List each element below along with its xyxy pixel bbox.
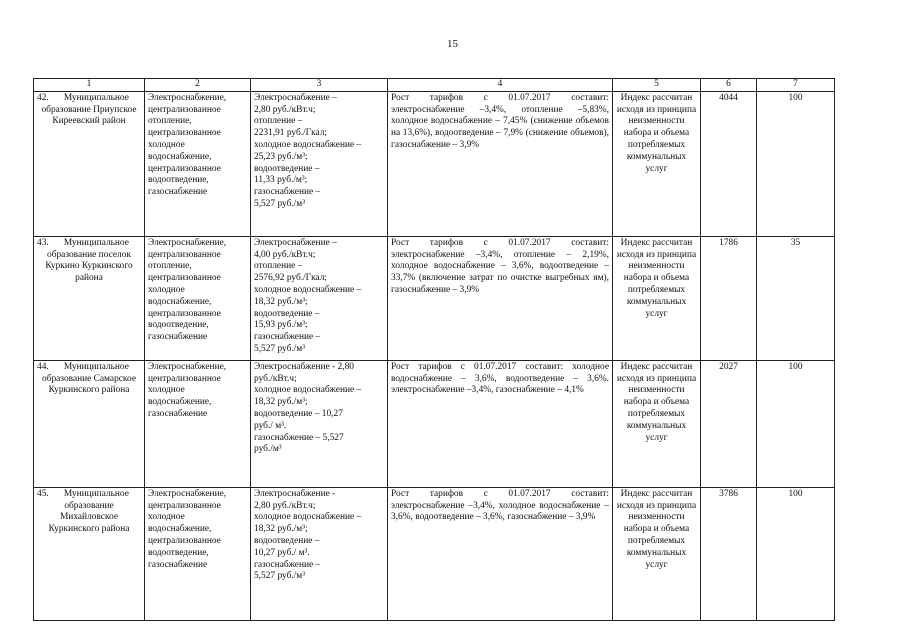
service-line: водоснабжение, — [148, 397, 212, 408]
service-line: отопление, — [148, 116, 192, 127]
tariff-line: холодное водоснабжение – — [254, 139, 362, 150]
tariff-table — [33, 78, 835, 621]
service-line: Электроснабжение, — [148, 237, 227, 248]
municipality-name: Муниципальное образование Приупское Киреевский район — [41, 92, 137, 127]
service-line: централизованное — [148, 308, 221, 319]
tariff-line: 4,00 руб./кВт.ч; — [254, 249, 316, 260]
municipality-cell — [34, 236, 145, 360]
column-7-value: 35 — [757, 236, 835, 360]
tariff-line: газоснабжение – 5,527 — [254, 432, 344, 443]
service-line: централизованное — [148, 273, 221, 284]
tariff-line: 2231,91 руб./Гкал; — [254, 128, 328, 139]
tariff-line: водоотведение – — [254, 308, 320, 319]
row-number: 44. — [37, 361, 49, 372]
tariff-line: Электроснабжение - 2,80 — [254, 361, 354, 372]
column-7-value: 100 — [757, 487, 835, 620]
tariff-line: 2576,92 руб./Гкал; — [254, 273, 328, 284]
tariff-line: холодное водоснабжение – — [254, 512, 362, 523]
service-line: централизованное — [148, 128, 221, 139]
tariff-line: отопление – — [254, 261, 303, 272]
tariff-line: руб./м³ — [254, 444, 282, 455]
service-line: холодное — [148, 284, 185, 295]
tariff-growth-cell: Рост тарифов с 01.07.2017 составит: электроснабжение –3,4%, холодное водоснабжение – 3,6%, водоотведение – 3,6%, газоснабжение – 3,9% — [388, 487, 613, 620]
service-line: холодное — [148, 385, 185, 396]
service-line: газоснабжение — [148, 559, 208, 570]
service-line: газоснабжение — [148, 187, 208, 198]
service-line: централизованное — [148, 373, 221, 384]
tariff-line: холодное водоснабжение – — [254, 385, 362, 396]
table-row — [34, 91, 835, 236]
column-7-value: 100 — [757, 91, 835, 236]
municipality-name: Муниципальное образование поселок Куркино Куркинского района — [45, 237, 133, 284]
column-header: 5 — [613, 79, 701, 92]
tariff-line: водоотведение – 10,27 — [254, 408, 343, 419]
service-line: централизованное — [148, 249, 221, 260]
row-number: 42. — [37, 92, 49, 103]
service-line: Электроснабжение, — [148, 361, 227, 372]
municipality-cell — [34, 91, 145, 236]
tariff-growth-cell: Рост тарифов с 01.07.2017 составит: холодное водоснабжение – 3,6%, водоотведение – 3,6%. электроснабжение –3,4%, газоснабжение – 4,1% — [388, 360, 613, 487]
tariff-line: 10,27 руб./ м³. — [254, 547, 310, 558]
tariff-line: 18,32 руб./м³; — [254, 397, 308, 408]
index-basis-cell: Индекс рассчитан исходя из принципа неизменности набора и объема потребляемых коммунальных услуг — [613, 487, 701, 620]
service-line: отопление, — [148, 261, 192, 272]
tariffs-cell — [251, 91, 388, 236]
column-header: 4 — [388, 79, 613, 92]
services-cell — [145, 91, 251, 236]
service-line: централизованное — [148, 104, 221, 115]
column-6-value: 2027 — [701, 360, 757, 487]
column-6-value: 4044 — [701, 91, 757, 236]
tariff-line: 18,32 руб./м³; — [254, 296, 308, 307]
tariff-line: газоснабжение – — [254, 559, 321, 570]
column-header: 6 — [701, 79, 757, 92]
tariff-line: газоснабжение – — [254, 187, 321, 198]
tariffs-cell — [251, 360, 388, 487]
municipality-name: Муниципальное образование Михайловское Куркинского района — [48, 488, 130, 535]
service-line: водоснабжение, — [148, 151, 212, 162]
tariff-line: руб./кВт.ч; — [254, 373, 297, 384]
row-number: 45. — [37, 488, 49, 499]
service-line: Электроснабжение, — [148, 92, 227, 103]
municipality-cell — [34, 360, 145, 487]
service-line: водоотведение, — [148, 320, 209, 331]
services-cell — [145, 487, 251, 620]
service-line: Электроснабжение, — [148, 488, 227, 499]
tariff-line: Электроснабжение - — [254, 488, 336, 499]
service-line: холодное — [148, 139, 185, 150]
service-line: газоснабжение — [148, 408, 208, 419]
services-cell — [145, 360, 251, 487]
tariff-line: 18,32 руб./м³; — [254, 524, 308, 535]
tariff-line: 11,33 руб./м³; — [254, 175, 308, 186]
tariff-line: 5,527 руб./м³ — [254, 343, 306, 354]
table-header-row — [34, 79, 835, 92]
column-6-value: 3786 — [701, 487, 757, 620]
tariffs-cell — [251, 487, 388, 620]
service-line: холодное — [148, 512, 185, 523]
row-number: 43. — [37, 237, 49, 248]
table-row — [34, 487, 835, 620]
tariff-line: газоснабжение – — [254, 332, 321, 343]
tariff-growth-cell: Рост тарифов с 01.07.2017 составит: электроснабжение –3,4%, отопление –5,83%, холодное водоснабжение – 7,45% (снижение объемов на 13,6%), водоотведение – 7,9% (снижение объемов), газоснабжение – 3,9% — [388, 91, 613, 236]
index-basis-cell: Индекс рассчитан исходя из принципа неизменности набора и объема потребляемых коммунальных услуг — [613, 91, 701, 236]
column-7-value: 100 — [757, 360, 835, 487]
tariff-line: водоотведение – — [254, 163, 320, 174]
service-line: водоснабжение, — [148, 524, 212, 535]
municipality-name: Муниципальное образование Самарское Куркинского района — [42, 361, 136, 396]
service-line: газоснабжение — [148, 332, 208, 343]
service-line: водоснабжение, — [148, 296, 212, 307]
column-header: 3 — [251, 79, 388, 92]
tariff-line: 15,93 руб./м³; — [254, 320, 308, 331]
index-basis-cell: Индекс рассчитан исходя из принципа неизменности набора и объема потребляемых коммунальных услуг — [613, 236, 701, 360]
services-cell — [145, 236, 251, 360]
service-line: централизованное — [148, 500, 221, 511]
service-line: централизованное — [148, 535, 221, 546]
index-basis-cell: Индекс рассчитан исходя из принципа неизменности набора и объема потребляемых коммунальных услуг — [613, 360, 701, 487]
tariff-line: Электроснабжение – — [254, 237, 337, 248]
tariff-line: отопление – — [254, 116, 303, 127]
tariff-line: Электроснабжение – — [254, 92, 337, 103]
tariff-line: руб./ м³. — [254, 420, 287, 431]
column-header: 7 — [757, 79, 835, 92]
municipality-cell — [34, 487, 145, 620]
tariff-line: водоотведение – — [254, 535, 320, 546]
tariff-line: холодное водоснабжение – — [254, 284, 362, 295]
tariff-line: 5,527 руб./м³ — [254, 198, 306, 209]
column-header: 2 — [145, 79, 251, 92]
tariff-line: 25,23 руб./м³; — [254, 151, 308, 162]
service-line: водоотведение, — [148, 175, 209, 186]
column-header: 1 — [34, 79, 145, 92]
tariff-line: 2,80 руб./кВт.ч; — [254, 500, 316, 511]
column-6-value: 1786 — [701, 236, 757, 360]
service-line: водоотведение, — [148, 547, 209, 558]
service-line: централизованное — [148, 163, 221, 174]
tariff-growth-cell: Рост тарифов с 01.07.2017 составит: электроснабжение –3,4%, отопление – 2,19%, холодное водоснабжение – 3,6%, водоотведение – 33,7% (включение затрат по очистке выгребных ям), газоснабжение – 3,9% — [388, 236, 613, 360]
tariff-line: 2,80 руб./кВт.ч; — [254, 104, 316, 115]
table-row — [34, 360, 835, 487]
tariff-line: 5,527 руб./м³ — [254, 571, 306, 582]
table-row — [34, 236, 835, 360]
tariffs-cell — [251, 236, 388, 360]
page-number: 15 — [447, 38, 458, 50]
